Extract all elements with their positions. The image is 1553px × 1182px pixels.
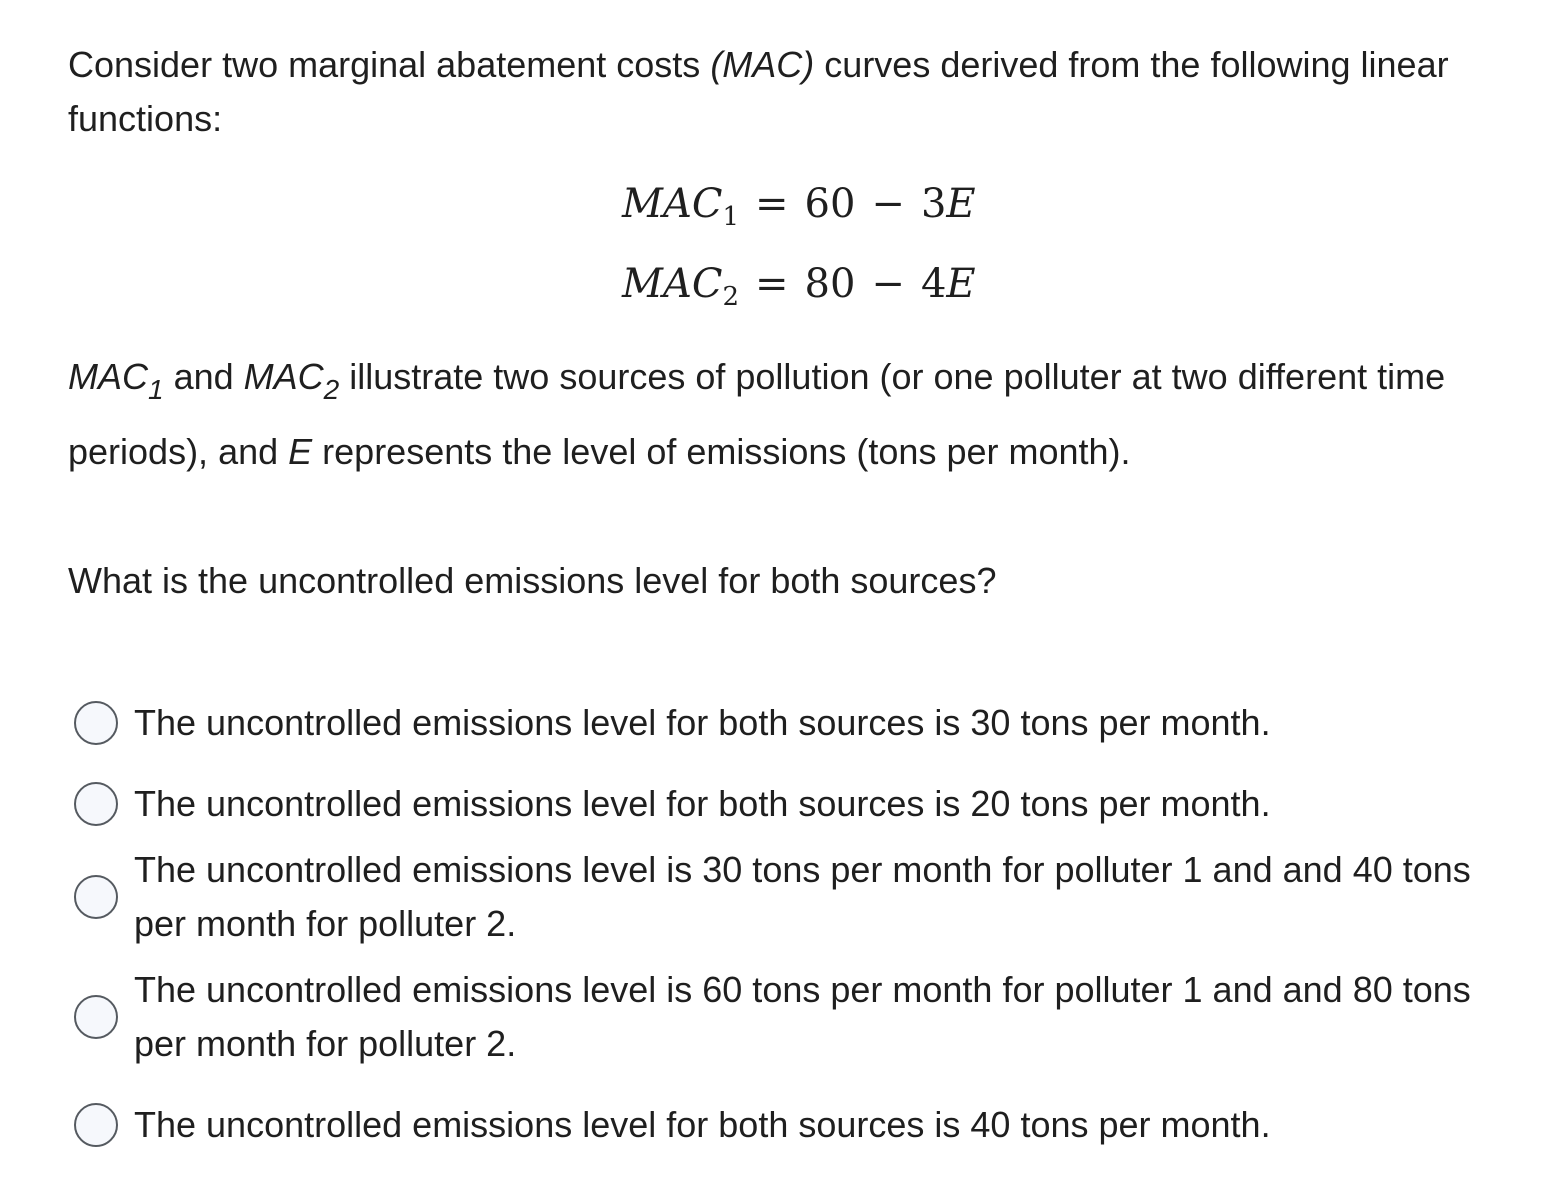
answer-option-label[interactable]: The uncontrolled emissions level for both sources is 20 tons per month.	[134, 783, 1271, 824]
equation-constant: 60	[804, 181, 856, 227]
explanation-middle: illustrate two sources of pollution (or one polluter at two different time periods), and	[68, 356, 1446, 472]
and-text: and	[163, 356, 244, 397]
answer-option-label[interactable]: The uncontrolled emissions level is 60 tons per month for polluter 1 and and 80 tons per month for polluter 2.	[134, 969, 1471, 1064]
intro-text-after: curves derived from the following linear functions:	[68, 44, 1449, 139]
answer-option-2[interactable]	[74, 777, 1494, 831]
equation-coefficient: 3	[920, 181, 947, 227]
radio-button[interactable]	[74, 701, 118, 745]
equation-variable: E	[946, 261, 976, 307]
equation-mac1	[622, 182, 976, 239]
radio-button[interactable]	[74, 1103, 118, 1147]
answer-option-label[interactable]: The uncontrolled emissions level for both sources is 30 tons per month.	[134, 702, 1271, 743]
equation-constant: 80	[804, 261, 856, 307]
explanation-paragraph	[68, 346, 1508, 483]
intro-emphasis: (MAC)	[710, 44, 815, 85]
intro-text-before: Consider two marginal abatement costs	[68, 44, 711, 85]
answer-option-5[interactable]	[74, 1098, 1494, 1152]
answer-option-label[interactable]: The uncontrolled emissions level for both sources is 40 tons per month.	[134, 1104, 1271, 1145]
equation-lhs: MAC	[622, 181, 723, 227]
mac-subscript-2: 2	[323, 374, 340, 405]
equation-mac2	[622, 262, 976, 319]
equation-lhs: MAC	[622, 261, 723, 307]
radio-button[interactable]	[74, 875, 118, 919]
answer-option-label[interactable]: The uncontrolled emissions level is 30 tons per month for polluter 1 and and 40 tons per month for polluter 2.	[134, 849, 1471, 944]
mac-term: MAC	[68, 356, 148, 397]
equation-subscript: 1	[722, 202, 739, 232]
radio-button[interactable]	[74, 995, 118, 1039]
question-text: What is the uncontrolled emissions level for both sources?	[68, 560, 997, 601]
answer-option-1[interactable]	[74, 696, 1494, 750]
minus-sign: −	[871, 181, 905, 227]
radio-button[interactable]	[74, 782, 118, 826]
equals-sign: =	[755, 181, 789, 227]
answer-option-3[interactable]	[74, 843, 1494, 951]
intro-paragraph	[68, 38, 1498, 146]
minus-sign: −	[871, 261, 905, 307]
mac-subscript-1: 1	[148, 374, 164, 405]
equation-variable: E	[946, 181, 976, 227]
equation-subscript: 2	[722, 282, 739, 312]
equals-sign: =	[755, 261, 789, 307]
mac-term: MAC	[243, 356, 324, 397]
emissions-variable: E	[288, 431, 313, 472]
answer-option-4[interactable]	[74, 963, 1494, 1071]
explanation-end: represents the level of emissions (tons per month).	[312, 431, 1131, 472]
equation-coefficient: 4	[920, 261, 947, 307]
